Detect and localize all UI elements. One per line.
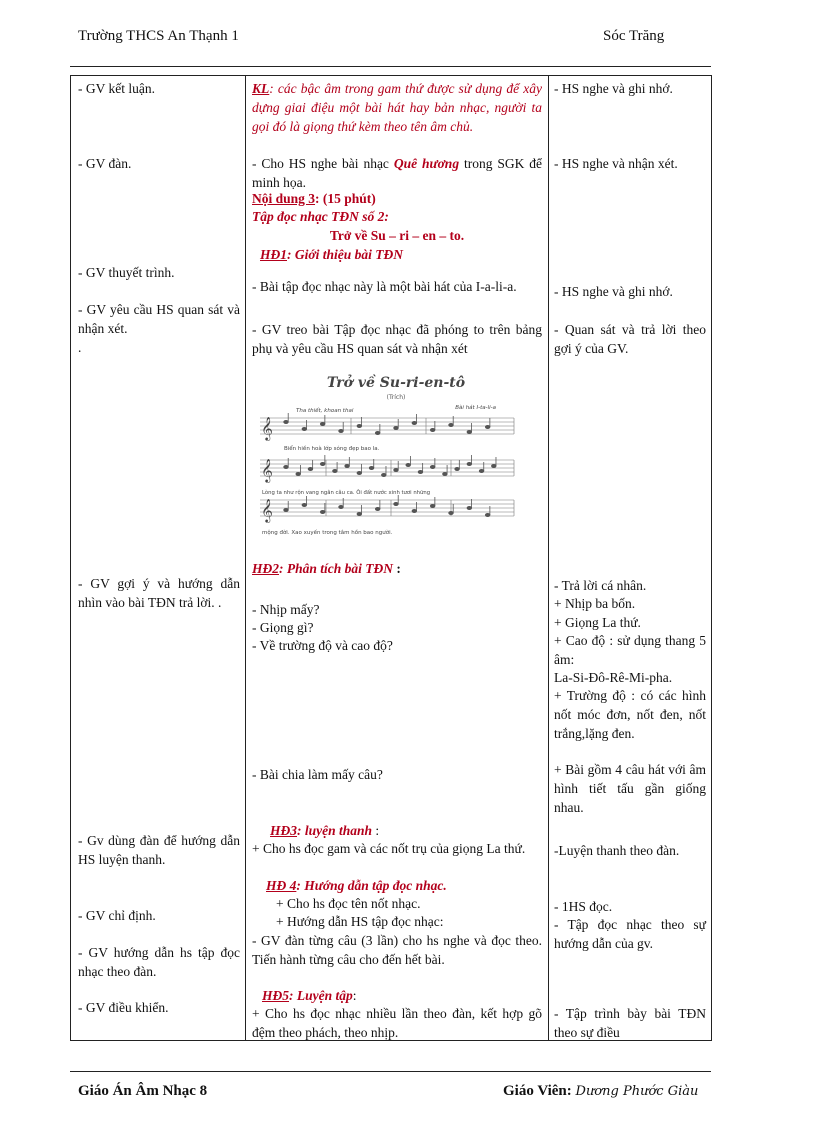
student-note: - HS nghe và ghi nhớ. <box>554 81 673 96</box>
note-head <box>467 430 472 433</box>
note-head <box>284 508 289 511</box>
note-head <box>394 502 399 505</box>
student-note: - HS nghe và nhận xét. <box>554 156 678 171</box>
footer-rule <box>70 1071 711 1072</box>
hd4-text: : Hướng dẫn tập đọc nhạc. <box>296 878 447 893</box>
hd5-text: : Luyện tập <box>289 988 353 1003</box>
question-2: - Giọng gì? <box>252 620 314 635</box>
hd2-heading <box>252 559 542 578</box>
footer-teacher <box>503 1083 698 1100</box>
note-head <box>394 468 399 471</box>
conclusion <box>252 79 542 136</box>
conclusion-text: : các bậc âm trong gam thứ được sử dụng để xây dựng giai điệu một bài hát hay bản nhạc, người ta gọi đó là giọng thứ kèm theo tên âm chủ. <box>252 81 542 134</box>
student-note: + Bài gồm 4 câu hát với âm hình tiết tấu gần giống nhau. <box>554 762 706 815</box>
teacher-note: . <box>78 340 82 355</box>
note-head <box>485 425 490 428</box>
note-head <box>430 504 435 507</box>
footer-teacher-name: Dương Phước Giàu <box>575 1084 699 1099</box>
hd2-label: HĐ2 <box>252 561 279 576</box>
student-note: + Giọng La thứ. <box>554 615 641 630</box>
note-head <box>302 503 307 506</box>
header-school: Trường THCS An Thạnh 1 <box>78 28 239 44</box>
hd4-heading <box>266 876 556 895</box>
note-head <box>430 465 435 468</box>
song-title: Trở về Su – ri – en – to. <box>329 228 465 243</box>
note-head <box>357 512 362 515</box>
footer-subject: Giáo Án Âm Nhạc 8 <box>78 1083 208 1099</box>
hd4-step-a: + Cho hs đọc tên nốt nhạc. <box>276 896 421 911</box>
student-activity-column <box>549 76 712 1041</box>
tdn-title: Tập đọc nhạc TĐN số 2: <box>252 209 389 224</box>
conclusion-label: KL <box>252 81 270 96</box>
student-note: - Trả lời cá nhân. <box>554 578 647 593</box>
note-head <box>345 464 350 467</box>
note-head <box>394 426 399 429</box>
note-head <box>320 422 325 425</box>
note-head <box>406 463 411 466</box>
hd1-text: : Giới thiệu bài TĐN <box>287 247 403 262</box>
hd4-step-c: - GV đàn từng câu (3 lần) cho hs nghe và đọc theo. Tiến hành từng câu cho đến hết bài. <box>252 933 542 967</box>
content-column <box>246 76 549 1041</box>
note-head <box>479 469 484 472</box>
note-head <box>485 513 490 516</box>
note-head <box>284 420 289 423</box>
score-lyrics-1: Biển hiền hoà lớp sóng đẹp bao la. <box>284 446 380 452</box>
note-head <box>467 462 472 465</box>
teacher-note: - Gv dùng đàn để hướng dẫn HS luyện thanh. <box>78 833 240 867</box>
hd5-label: HĐ5 <box>262 988 289 1003</box>
question-1: - Nhịp mấy? <box>252 602 320 617</box>
student-note: - Tập đọc nhạc theo sự hướng dẫn của gv. <box>554 917 706 951</box>
teacher-note: - GV điều khiển. <box>78 1000 169 1015</box>
teacher-note: - GV chỉ định. <box>78 908 156 923</box>
score-sub: (Trích) <box>386 394 406 401</box>
hd5-body: + Cho hs đọc nhạc nhiều lần theo đàn, kết hợp gõ đệm theo phách, theo nhịp. <box>252 1006 542 1040</box>
hd3-heading <box>270 821 560 840</box>
hd5-heading <box>262 986 552 1005</box>
note-head <box>320 462 325 465</box>
hd2-text: : Phân tích bài TĐN <box>279 561 394 576</box>
teacher-note: - GV gợi ý và hướng dẫn nhìn vào bài TĐN trả lời. . <box>78 576 240 610</box>
note-head <box>449 423 454 426</box>
listen-song <box>252 154 542 192</box>
teacher-note: - GV hướng dẫn hs tập đọc nhạc theo đàn. <box>78 945 240 979</box>
student-note: + Cao độ : sử dụng thang 5 âm: <box>554 633 706 667</box>
header-place: Sóc Trăng <box>603 28 665 44</box>
hang-text: - GV treo bài Tập đọc nhạc đã phóng to trên bảng phụ và yêu cầu HS quan sát và nhận xét <box>252 322 542 356</box>
note-head <box>339 505 344 508</box>
note-head <box>412 421 417 424</box>
student-note: + Nhịp ba bốn. <box>554 596 636 611</box>
teacher-note: - GV thuyết trình. <box>78 265 175 280</box>
listen-pre: - Cho HS nghe bài nhạc <box>252 156 394 171</box>
note-head <box>333 469 338 472</box>
score-title: Trở về Su-ri-en-tô <box>326 375 466 391</box>
section-3-heading <box>252 189 542 208</box>
teacher-note: - GV yêu cầu HS quan sát và nhận xét. <box>78 302 240 336</box>
note-head <box>296 472 301 475</box>
note-head <box>430 428 435 431</box>
note-head <box>320 510 325 513</box>
hd1-heading <box>260 245 550 264</box>
note-head <box>381 473 386 476</box>
note-head <box>455 467 460 470</box>
lesson-table <box>70 75 712 1041</box>
hd4-label: HĐ 4 <box>266 878 297 893</box>
note-head <box>357 424 362 427</box>
note-head <box>357 471 362 474</box>
student-note: -Luyện thanh theo đàn. <box>554 843 680 858</box>
score-composer: Bài hát I-ta-li-a <box>455 405 496 411</box>
footer-teacher-label: Giáo Viên: <box>503 1083 572 1099</box>
sheet-music-image <box>256 372 526 538</box>
song-name: Quê hương <box>393 156 460 171</box>
section-3-time: : (15 phút) <box>315 191 376 206</box>
hd3-text: : luyện thanh <box>297 823 373 838</box>
treble-clef-icon: 𝄞 <box>261 418 273 440</box>
score-lyrics-3: mộng đời. Xao xuyến trong tâm hồn bao người. <box>262 530 393 536</box>
note-head <box>308 467 313 470</box>
treble-clef-icon: 𝄞 <box>261 460 273 482</box>
note-head <box>302 427 307 430</box>
note-head <box>369 466 374 469</box>
note-head <box>375 431 380 434</box>
note-head <box>449 511 454 514</box>
treble-clef-icon: 𝄞 <box>261 500 273 522</box>
question-4: - Bài chia làm mấy câu? <box>252 767 383 782</box>
teacher-note: - GV đàn. <box>78 156 132 171</box>
header-rule <box>70 66 711 67</box>
hd4-step-b: + Hướng dẫn HS tập đọc nhạc: <box>276 914 444 929</box>
hd3-colon: : <box>372 823 380 838</box>
score-tempo: Tha thiết, khoan thai <box>296 408 354 414</box>
note-head <box>443 472 448 475</box>
hd1-label: HĐ1 <box>260 247 287 262</box>
note-head <box>412 509 417 512</box>
hd5-colon: : <box>352 988 357 1003</box>
section-3-label: Nội dung 3 <box>252 191 316 206</box>
teacher-note: - GV kết luận. <box>78 81 155 96</box>
note-head <box>491 464 496 467</box>
teacher-activity-column <box>71 76 246 1041</box>
note-head <box>467 506 472 509</box>
question-3: - Về trường độ và cao độ? <box>252 638 393 653</box>
hd3-body: + Cho hs đọc gam và các nốt trụ của giọng La thứ. <box>252 841 526 856</box>
student-note: - HS nghe và ghi nhớ. <box>554 284 673 299</box>
hd2-colon: : <box>393 561 401 576</box>
note-head <box>339 429 344 432</box>
note-head <box>418 470 423 473</box>
intro-text: - Bài tập đọc nhạc này là một bài hát của I-a-li-a. <box>252 279 517 294</box>
student-note: - Tập trình bày bài TĐN theo sự điều <box>554 1006 706 1040</box>
student-note: La-Si-Đô-Rê-Mi-pha. <box>554 670 673 685</box>
note-head <box>375 507 380 510</box>
student-note: - Quan sát và trả lời theo gợi ý của GV. <box>554 322 706 356</box>
listen-post: trong SGK để minh họa. <box>252 156 542 190</box>
student-note: + Trường độ : có các hình nốt móc đơn, nốt đen, nốt trắng,lặng đen. <box>554 688 706 741</box>
note-head <box>284 465 289 468</box>
hd3-label: HĐ3 <box>270 823 297 838</box>
score-lyrics-2: Lòng ta như rộn vang ngân câu ca. Ôi đất nước xinh tươi những <box>262 490 431 496</box>
student-note: - 1HS đọc. <box>554 899 613 914</box>
